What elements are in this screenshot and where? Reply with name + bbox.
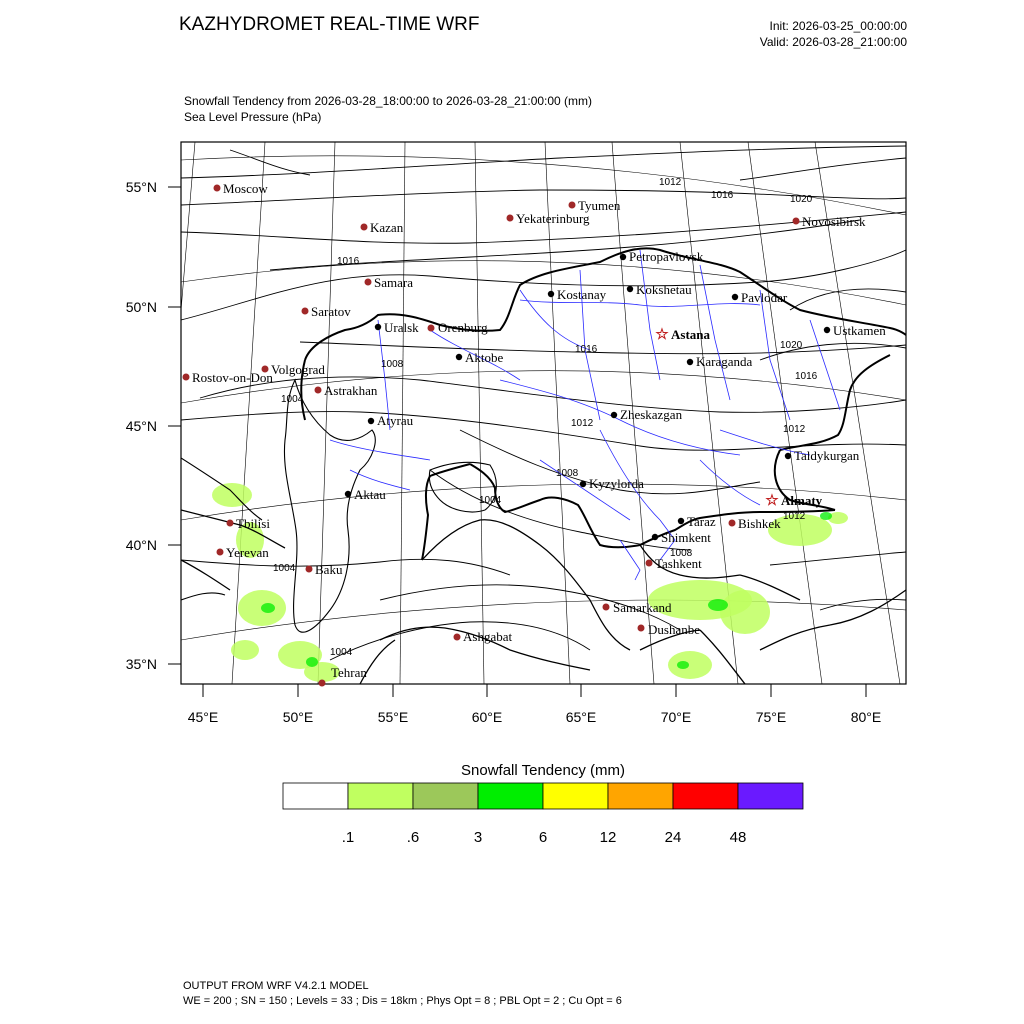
lon-label: 50°E	[282, 709, 314, 725]
footer-model: OUTPUT FROM WRF V4.2.1 MODEL	[183, 980, 369, 992]
city-label: Tehran	[331, 665, 367, 680]
isobar-label: 1004	[479, 495, 502, 506]
city-marker	[785, 453, 791, 459]
city-marker	[824, 327, 830, 333]
city-label: Bishkek	[738, 516, 781, 531]
city-marker	[638, 625, 645, 632]
colorbar-swatch	[543, 783, 608, 809]
city-label: Pavlodar	[741, 290, 788, 305]
city-label: Volgograd	[271, 362, 325, 377]
city-marker	[183, 374, 190, 381]
colorbar-label: 12	[599, 829, 617, 846]
city-label: Zheskazgan	[620, 407, 683, 422]
city-label: Astrakhan	[324, 383, 378, 398]
footer-config: WE = 200 ; SN = 150 ; Levels = 33 ; Dis = 18km ; Phys Opt = 8 ; PBL Opt = 2 ; Cu Opt = 6	[183, 995, 622, 1007]
lon-label: 65°E	[565, 709, 597, 725]
city-marker	[375, 324, 381, 330]
lat-label: 50°N	[125, 299, 157, 315]
valid-time: Valid: 2026-03-28_21:00:00	[759, 35, 907, 49]
city-label: Moscow	[223, 181, 268, 196]
city-label: Saratov	[311, 304, 351, 319]
colorbar-label: 48	[729, 829, 747, 846]
isobar-label: 1012	[659, 177, 682, 188]
isobar-label: 1016	[711, 190, 734, 201]
city-label: Yerevan	[226, 545, 269, 560]
colorbar-swatch	[478, 783, 543, 809]
city-marker	[507, 215, 514, 222]
city-label: Taraz	[687, 514, 716, 529]
city-label: Atyrau	[377, 413, 414, 428]
city-marker	[302, 308, 309, 315]
city-label: Orenburg	[438, 320, 488, 335]
colorbar-swatch	[413, 783, 478, 809]
city-label: Tyumen	[578, 198, 621, 213]
city-label: Ashgabat	[463, 629, 513, 644]
city-label: Novosibirsk	[802, 214, 866, 229]
isobar-label: 1008	[670, 548, 693, 559]
city-marker	[732, 294, 738, 300]
isobar-label: 1016	[795, 371, 818, 382]
city-label: Taldykurgan	[794, 448, 860, 463]
city-label: Kokshetau	[636, 282, 692, 297]
isobar-label: 1008	[556, 468, 579, 479]
city-label: Kyzylorda	[589, 476, 644, 491]
city-label: Karaganda	[696, 354, 753, 369]
colorbar-labels	[342, 829, 747, 846]
city-label: Aktobe	[465, 350, 504, 365]
city-marker	[368, 418, 374, 424]
city-marker	[603, 604, 610, 611]
city-label: Kostanay	[557, 287, 607, 302]
isobar-label: 1016	[337, 256, 360, 267]
city-marker	[454, 634, 461, 641]
lat-label: 35°N	[125, 656, 157, 672]
city-marker	[678, 518, 684, 524]
city-marker	[569, 202, 576, 209]
colorbar-label: .1	[341, 829, 355, 846]
isobar-label: 1008	[381, 359, 404, 370]
city-label: Samarkand	[613, 600, 672, 615]
city-label: Shimkent	[661, 530, 711, 545]
city-label: Tbilisi	[236, 516, 270, 531]
colorbar-swatch	[348, 783, 413, 809]
city-marker	[580, 481, 586, 487]
city-label: Rostov-on-Don	[192, 370, 273, 385]
city-marker	[548, 291, 554, 297]
city-marker	[214, 185, 221, 192]
city-marker	[456, 354, 462, 360]
city-marker	[227, 520, 234, 527]
lat-label: 40°N	[125, 537, 157, 553]
colorbar	[283, 783, 803, 809]
capital-star-icon: ☆	[655, 327, 669, 343]
city-marker	[319, 680, 326, 687]
city-label: Almaty	[781, 493, 823, 508]
lat-label: 55°N	[125, 179, 157, 195]
colorbar-label: .6	[406, 829, 420, 846]
isobar-label: 1020	[780, 340, 803, 351]
field-subtitle: Snowfall Tendency from 2026-03-28_18:00:00 to 2026-03-28_21:00:00 (mm)	[184, 94, 593, 108]
city-label: Baku	[315, 562, 343, 577]
colorbar-swatch	[608, 783, 673, 809]
isobar-label: 1016	[575, 344, 598, 355]
isobar-label: 1012	[571, 418, 594, 429]
map-title: KAZHYDROMET REAL-TIME WRF	[179, 14, 480, 35]
colorbar-title: Snowfall Tendency (mm)	[461, 762, 625, 779]
city-marker	[217, 549, 224, 556]
isobar-label: 1004	[273, 563, 296, 574]
colorbar-swatch	[283, 783, 348, 809]
lon-label: 75°E	[755, 709, 787, 725]
city-label: Petropavlovsk	[629, 249, 704, 264]
capital-star-icon: ☆	[765, 493, 779, 509]
city-marker	[315, 387, 322, 394]
city-label: Tashkent	[655, 556, 702, 571]
city-label: Yekaterinburg	[516, 211, 590, 226]
colorbar-swatch	[738, 783, 803, 809]
longitude-labels	[188, 709, 882, 725]
city-marker	[620, 254, 626, 260]
colorbar-label: 24	[664, 829, 682, 846]
lat-label: 45°N	[125, 418, 157, 434]
colorbar-label: 3	[473, 829, 483, 846]
isobar-label: 1004	[330, 647, 353, 658]
lon-label: 70°E	[660, 709, 692, 725]
city-marker	[687, 359, 693, 365]
city-label: Uralsk	[384, 320, 419, 335]
colorbar-label: 6	[538, 829, 548, 846]
city-label: Astana	[671, 327, 711, 342]
lon-label: 45°E	[187, 709, 219, 725]
city-label: Dushanbe	[648, 622, 700, 637]
isobar-label: 1004	[281, 394, 304, 405]
pressure-subtitle: Sea Level Pressure (hPa)	[184, 110, 322, 124]
city-marker	[365, 279, 372, 286]
city-marker	[306, 566, 313, 573]
city-label: Samara	[374, 275, 413, 290]
init-time: Init: 2026-03-25_00:00:00	[769, 19, 907, 33]
city-marker	[345, 491, 351, 497]
lon-label: 80°E	[850, 709, 882, 725]
isobar-label: 1020	[790, 194, 813, 205]
city-label: Aktau	[354, 487, 386, 502]
city-marker	[793, 218, 800, 225]
city-marker	[428, 325, 435, 332]
city-marker	[729, 520, 736, 527]
lon-label: 55°E	[377, 709, 409, 725]
isobar-label: 1012	[783, 424, 806, 435]
city-marker	[627, 286, 633, 292]
lon-label: 60°E	[471, 709, 503, 725]
latitude-labels	[126, 179, 157, 672]
city-marker	[611, 412, 617, 418]
isobar-label: 1012	[783, 511, 806, 522]
city-marker	[652, 534, 658, 540]
colorbar-swatch	[673, 783, 738, 809]
city-label: Kazan	[370, 220, 404, 235]
city-marker	[646, 560, 653, 567]
city-label: Ustkamen	[833, 323, 886, 338]
city-marker	[361, 224, 368, 231]
